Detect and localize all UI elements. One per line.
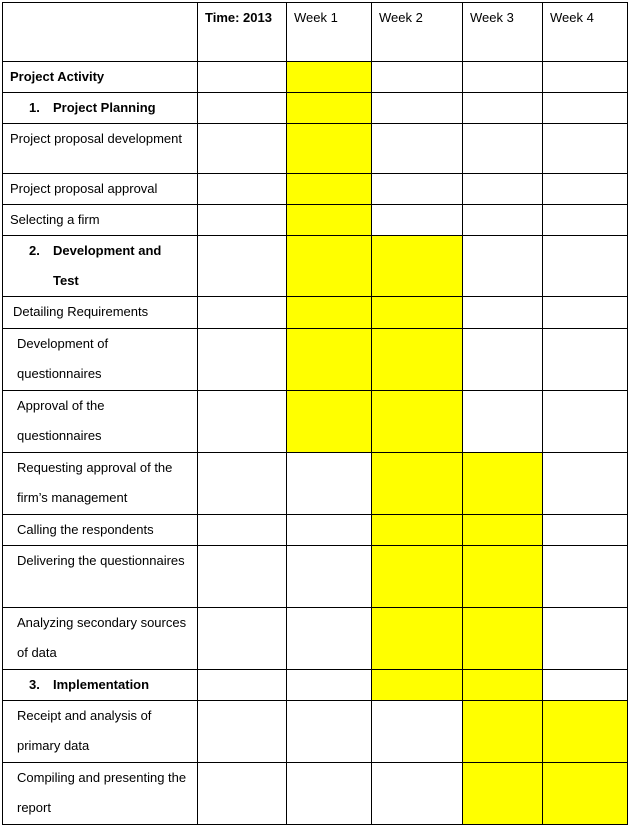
week-2-cell xyxy=(372,174,463,205)
activity-row xyxy=(3,329,628,391)
week-1-cell xyxy=(287,546,372,608)
week-4-cell xyxy=(543,236,628,297)
time-cell xyxy=(198,670,287,701)
schedule-table xyxy=(2,2,628,825)
week-3-header: Week 3 xyxy=(463,3,543,62)
week-2-cell xyxy=(372,205,463,236)
week-1-cell xyxy=(287,93,372,124)
week-2-cell xyxy=(372,329,463,391)
activity-cell xyxy=(3,515,198,546)
time-cell xyxy=(198,124,287,174)
activity-cell xyxy=(3,329,198,391)
activity-label: Project proposal approval xyxy=(10,181,158,196)
week-1-cell xyxy=(287,124,372,174)
time-cell xyxy=(198,205,287,236)
week-4-cell xyxy=(543,205,628,236)
activity-cell xyxy=(3,236,198,297)
week-1-cell xyxy=(287,236,372,297)
week-3-cell xyxy=(463,763,543,825)
week-3-cell xyxy=(463,515,543,546)
activity-label: Receipt and analysis of primary data xyxy=(17,708,152,753)
header-row xyxy=(3,3,628,62)
week-2-cell xyxy=(372,763,463,825)
week-4-cell xyxy=(543,701,628,763)
activity-label: Delivering the questionnaires xyxy=(17,553,185,568)
week-1-cell xyxy=(287,515,372,546)
week-4-cell xyxy=(543,329,628,391)
week-1-cell xyxy=(287,62,372,93)
week-3-cell xyxy=(463,546,543,608)
schedule-body xyxy=(3,62,628,825)
activity-label: Detailing Requirements xyxy=(13,304,149,319)
week-1-cell xyxy=(287,297,372,329)
week-4-cell xyxy=(543,297,628,329)
time-cell xyxy=(198,174,287,205)
activity-cell xyxy=(3,205,198,236)
activity-cell xyxy=(3,174,198,205)
time-cell xyxy=(198,93,287,124)
activity-row xyxy=(3,515,628,546)
week-2-cell xyxy=(372,297,463,329)
header-blank-cell xyxy=(3,3,198,62)
activity-cell xyxy=(3,453,198,515)
week-3-cell xyxy=(463,453,543,515)
activity-cell xyxy=(3,62,198,93)
activity-cell xyxy=(3,546,198,608)
week-2-cell xyxy=(372,236,463,297)
week-3-cell xyxy=(463,62,543,93)
activity-cell xyxy=(3,763,198,825)
week-2-cell xyxy=(372,391,463,453)
week-2-cell xyxy=(372,670,463,701)
activity-row xyxy=(3,205,628,236)
activity-cell xyxy=(3,608,198,670)
week-1-cell xyxy=(287,174,372,205)
activity-label: Development of questionnaires xyxy=(17,336,109,381)
week-4-cell xyxy=(543,124,628,174)
week-3-cell xyxy=(463,297,543,329)
week-3-cell xyxy=(463,670,543,701)
week-1-cell xyxy=(287,670,372,701)
week-3-cell xyxy=(463,608,543,670)
phase-number: 2. xyxy=(29,243,40,258)
time-header: Time: 2013 xyxy=(198,3,287,62)
activity-label: Project Activity xyxy=(10,69,105,84)
time-cell xyxy=(198,763,287,825)
week-1-cell xyxy=(287,608,372,670)
phase-number: 3. xyxy=(29,677,40,692)
week-1-cell xyxy=(287,391,372,453)
activity-row xyxy=(3,763,628,825)
activity-label: Approval of the questionnaires xyxy=(17,398,105,443)
week-3-cell xyxy=(463,124,543,174)
time-cell xyxy=(198,453,287,515)
activity-row xyxy=(3,124,628,174)
week-3-cell xyxy=(463,174,543,205)
week-1-header: Week 1 xyxy=(287,3,372,62)
activity-label: Analyzing secondary sources of data xyxy=(17,615,187,660)
activity-label: Project proposal development xyxy=(10,131,182,146)
week-1-cell xyxy=(287,701,372,763)
week-2-cell xyxy=(372,515,463,546)
week-1-cell xyxy=(287,205,372,236)
activity-cell xyxy=(3,670,198,701)
activity-row xyxy=(3,297,628,329)
activity-row xyxy=(3,670,628,701)
week-2-cell xyxy=(372,701,463,763)
activity-label: Selecting a firm xyxy=(10,212,100,227)
time-cell xyxy=(198,297,287,329)
week-4-cell xyxy=(543,391,628,453)
time-cell xyxy=(198,329,287,391)
week-3-cell xyxy=(463,329,543,391)
week-2-cell xyxy=(372,546,463,608)
week-2-cell xyxy=(372,62,463,93)
week-2-cell xyxy=(372,93,463,124)
activity-cell xyxy=(3,124,198,174)
time-cell xyxy=(198,608,287,670)
activity-label: Compiling and presenting the report xyxy=(17,770,187,815)
activity-label: Calling the respondents xyxy=(17,522,154,537)
week-4-cell xyxy=(543,608,628,670)
time-cell xyxy=(198,62,287,93)
activity-row xyxy=(3,608,628,670)
week-4-cell xyxy=(543,670,628,701)
time-cell xyxy=(198,515,287,546)
week-3-cell xyxy=(463,236,543,297)
activity-row xyxy=(3,62,628,93)
activity-row xyxy=(3,391,628,453)
week-3-cell xyxy=(463,701,543,763)
week-1-cell xyxy=(287,329,372,391)
activity-row xyxy=(3,236,628,297)
week-2-cell xyxy=(372,124,463,174)
phase-title: Implementation xyxy=(53,677,150,692)
week-3-cell xyxy=(463,93,543,124)
activity-row xyxy=(3,701,628,763)
week-2-cell xyxy=(372,453,463,515)
activity-cell xyxy=(3,93,198,124)
activity-cell xyxy=(3,391,198,453)
activity-row xyxy=(3,453,628,515)
week-3-cell xyxy=(463,391,543,453)
activity-cell xyxy=(3,297,198,329)
week-4-cell xyxy=(543,453,628,515)
week-1-cell xyxy=(287,453,372,515)
phase-number: 1. xyxy=(29,100,40,115)
week-4-cell xyxy=(543,515,628,546)
week-4-cell xyxy=(543,546,628,608)
week-2-cell xyxy=(372,608,463,670)
week-3-cell xyxy=(463,205,543,236)
week-4-cell xyxy=(543,62,628,93)
activity-row xyxy=(3,546,628,608)
time-cell xyxy=(198,391,287,453)
activity-label: Requesting approval of the firm’s management xyxy=(17,460,173,505)
activity-row xyxy=(3,174,628,205)
week-1-cell xyxy=(287,763,372,825)
time-cell xyxy=(198,236,287,297)
activity-row xyxy=(3,93,628,124)
week-4-cell xyxy=(543,174,628,205)
week-2-header: Week 2 xyxy=(372,3,463,62)
activity-cell xyxy=(3,701,198,763)
phase-title: Development and Test xyxy=(53,243,162,288)
week-4-cell xyxy=(543,93,628,124)
week-4-cell xyxy=(543,763,628,825)
time-cell xyxy=(198,546,287,608)
week-4-header: Week 4 xyxy=(543,3,628,62)
time-cell xyxy=(198,701,287,763)
phase-title: Project Planning xyxy=(53,100,156,115)
